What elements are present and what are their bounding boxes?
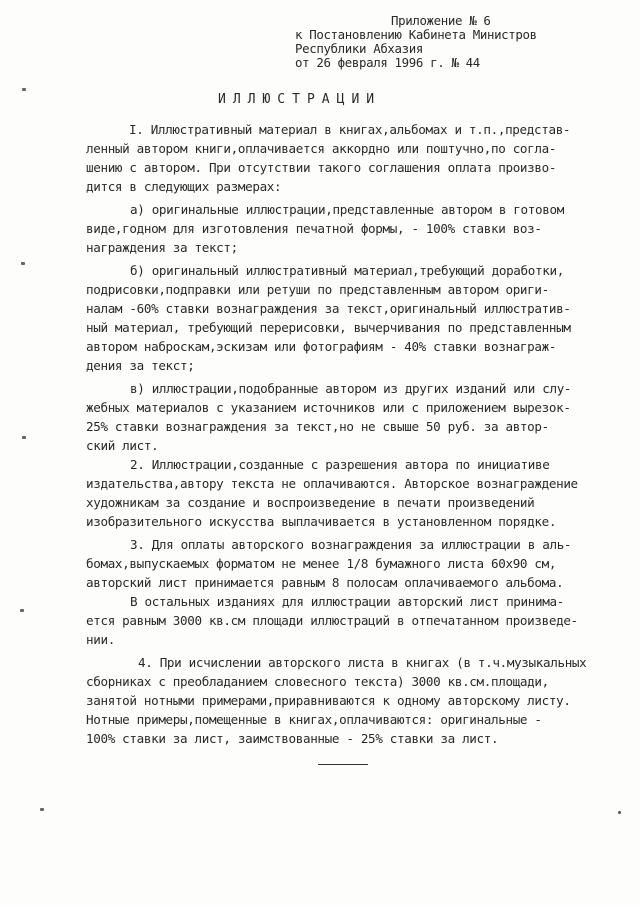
binder-hole-mark [20,609,24,612]
body-line: 100% ставки за лист, заимствованные - 25% ставки за лист. [86,731,499,746]
body-line: шению с автором. При отсутствии такого соглашения оплата произво- [86,160,557,175]
body-line: виде,годном для изготовления печатной формы, - 100% ставки воз- [86,221,542,236]
document-body [86,120,626,748]
body-line: авторский лист принимается равным 8 полосам оплачиваемого альбома. [86,575,564,590]
body-line: занятой нотными примерами,приравниваются к одному авторскому листу. [86,693,571,708]
body-line: в) иллюстрации,подобранные автором из других изданий или слу- [130,381,572,396]
body-line: ленный автором книги,оплачивается аккордно или поштучно,по согла- [86,141,557,156]
body-line: I. Иллюстративный материал в книгах,альбомах и т.п.,представ- [129,122,571,137]
body-line: ется равным 3000 кв.см площади иллюстраций в отпечатанном произведе- [86,613,578,628]
header-line: Приложение № 6 [391,13,491,28]
binder-hole-mark [22,436,26,439]
body-line: изобразительного искусства выплачивается в установленном порядке. [86,514,557,529]
body-line: автором наброскам,эскизам или фотографиям - 40% ставки вознаграж- [86,339,557,354]
binder-hole-mark [40,808,44,811]
body-line: дения за текст; [86,358,195,373]
body-line: 4. При исчислении авторского листа в книгах (в т.ч.музыкальных [138,655,587,670]
body-line: 2. Иллюстрации,созданные с разрешения автора по инициативе [130,457,550,472]
body-line: жебных материалов с указанием источников или с приложением вырезок- [86,400,571,415]
body-line: В остальных изданиях для иллюстрации авторский лист принима- [130,594,564,609]
scan-speck [618,811,621,814]
body-line: 3. Для оплаты авторского вознаграждения за иллюстрации в аль- [130,537,572,552]
body-line: награждения за текст; [86,240,238,255]
body-line: подрисовки,подправки или ретуши по представленным автором ориги- [86,282,549,297]
body-line: нии. [86,632,115,647]
body-line: художникам за создание и воспроизведение в печати произведений [86,495,535,510]
closing-rule [318,764,368,765]
body-line: ский лист. [86,438,159,453]
body-line: издательства,автору текста не оплачиваются. Авторское вознаграждение [86,476,578,491]
body-line: налам -60% ставки вознаграждения за текст,оригинальный иллюстратив- [86,301,571,316]
body-line: а) оригинальные иллюстрации,представленные автором в готовом [130,202,564,217]
document-title: ИЛЛЮСТРАЦИИ [218,92,382,107]
header-line: от 26 февраля 1996 г. № 44 [295,55,480,70]
body-line: ный материал, требующий перерисовки, вычерчивания по представленным [86,320,571,335]
body-line: 25% ставки вознаграждения за текст,но не свыше 50 руб. за автор- [86,419,549,434]
body-line: бомах,выпускаемых форматом не менее 1/8 бумажного листа 60х90 см, [86,556,557,571]
body-line: Нотные примеры,помещенные в книгах,оплачиваются: оригинальные - [86,712,542,727]
body-line: сборниках с преобладанием словесного текста) 3000 кв.см.площади, [86,674,549,689]
appendix-header [295,14,615,70]
header-line: Республики Абхазия [295,41,423,56]
binder-hole-mark [21,262,25,265]
header-line: к Постановлению Кабинета Министров [295,27,537,42]
binder-hole-mark [22,88,26,91]
body-line: дится в следующих размерах: [86,179,282,194]
body-line: б) оригинальный иллюстративный материал,требующий доработки, [130,263,564,278]
